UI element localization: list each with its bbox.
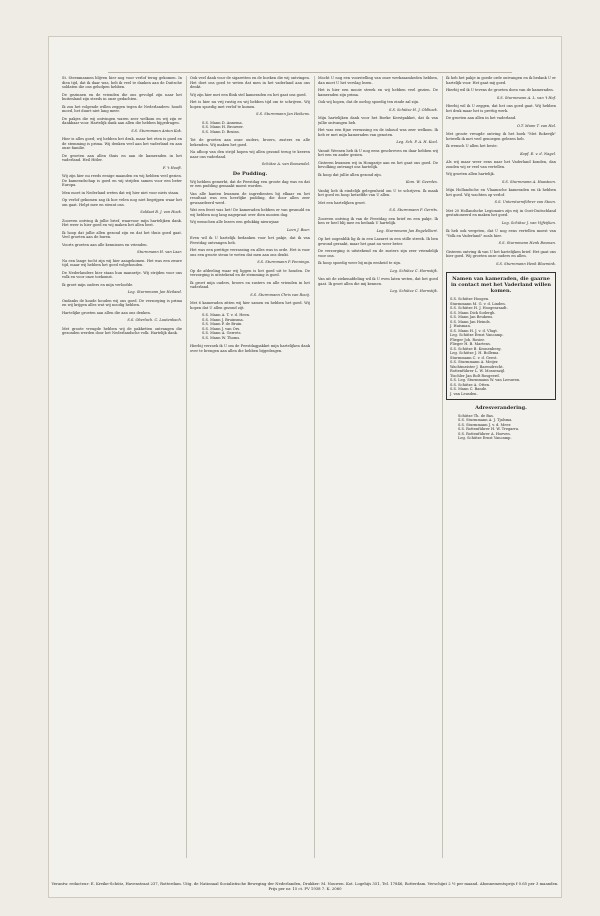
name-item: J. van Leusden. — [450, 391, 478, 396]
signature: Leg. Sturmmann Jan Heiland. — [127, 290, 182, 294]
paragraph: Met groote vreugde ontving ik het boek "Met Rokevijk" hetwelk ik met veel genoegen gelezen heb. — [446, 132, 556, 141]
paragraph: Gisteren kwamen wij in Hongarije aan en het gaat ons goed. De bevolking ontvangt ons hartelijk. — [318, 160, 438, 169]
signature-list — [190, 121, 310, 135]
paragraph: Hierbij wil ik U zeggen, dat het ons goed gaat. Wij hebben het druk maar het is prettig werk. — [446, 104, 556, 113]
paragraph: Hier is alles goed; wij hebben het druk, maar het eten is goed en de stemming is prima. Wij denken veel aan het vaderland en aan onze familie. — [62, 137, 182, 150]
list-item: Leg. Schütze Ernst Vancamp. — [458, 436, 512, 440]
paragraph: Ik heb ook vergeten, dat U nog eens vertellen moest van "Volk en Vaderland" zoals hier. — [446, 229, 556, 238]
paragraph: Als wij maar weer eens naar het Vaderland konden, dan zouden wij er veel van vertellen. — [446, 160, 556, 169]
column-4 — [446, 76, 556, 858]
paragraph: Op verlof gekomen zag ik hoe velen nog niet begrijpen waar het om gaat. Helpt mee en steunt ons. — [62, 198, 182, 207]
paragraph: Na afloop van den strijd hopen wij allen gezond terug te keeren naar ons vaderland. — [190, 150, 310, 159]
name-item: S.S. Mann Jan Beukens. — [450, 315, 494, 319]
signature: S.S. Schütze H. J. Oldhoek. — [389, 107, 438, 112]
paragraph: Ook wij hopen, dat de oorlog spoedig ten einde zal zijn. — [318, 100, 420, 104]
signature: F. 't Hooft. — [162, 165, 182, 170]
name-item: J. Huisman. — [450, 324, 471, 328]
paragraph: De verzorging is uitstekend en de zusters zijn zeer vriendelijk voor ons. — [318, 249, 438, 258]
name-item: S.S. Schütze Hoogen. — [450, 297, 490, 301]
paragraph: Ook veel dank voor de sigaretten en de boeken die wij ontvingen. Het doet ons goed te weten dat men in het vaderland aan ons denkt. — [190, 76, 310, 89]
paragraph: Wij zijn hier nu reeds eenige maanden en wij hebben veel gezien. De kameradschap is goed en wij strijden samen voor een beter Europa. — [62, 174, 182, 187]
column-2 — [190, 76, 310, 858]
signature: Sturmmann H. van Laar. — [137, 250, 182, 254]
list-item: S.S. Mann D. Annema. — [202, 120, 243, 125]
paragraph: Met groote vreugde hebben wij de pakketten ontvangen die gezonden werden door het Nederlandsche volk. Hartelijk dank. — [62, 326, 182, 335]
paragraph: Van uit de ziekenafdeling wil ik U even laten weten, dat het goed gaat. Ik groet allen die mij kennen. — [318, 277, 438, 286]
paragraph: St. Steenmannen blijven hier nog voor verlof terug gekomen. In dien tijd, dat ik daar was, heb ik veel te danken aan de Duitsche soldaten die ons geholpen hebben. — [62, 76, 182, 89]
paragraph: Wij groeten allen hartelijk. — [446, 172, 495, 176]
paragraph: Voorts groeten aan alle kennissen en vrienden. — [62, 242, 148, 247]
paragraph: Hartelijke groeten aan allen die aan ons denken. — [62, 310, 151, 315]
address-change-list — [446, 414, 556, 441]
list-item: S.S. Sturmmann J. v. d. Meer. — [458, 422, 512, 427]
signature: S.S. Sturmmann P. Penninga. — [257, 260, 310, 264]
paragraph: Wij zijn hier met een flink stel kameraden en het gaat ons goed. — [190, 92, 307, 97]
paragraph: Hierbij verzoek ik U om de Feestdagpakket mijn hartelijken dank over te brengen aan allen die hebben bijgedragen. — [190, 344, 310, 353]
signature: Leen J. Boer. — [287, 227, 310, 232]
signature: Leg. Sturmmann Jan Engelelbert. — [376, 228, 438, 233]
name-item: S.S. Schütze H. J. Hoogenraadt. — [450, 306, 508, 310]
names-list — [450, 297, 552, 396]
list-item: S.S. Mann A. Gerrets. — [202, 331, 242, 335]
top-rule — [108, 72, 512, 73]
signature: Leg. Schütze J. van Vijfeijken. — [501, 220, 556, 225]
signature: S.S. Oberlach. C. Lautenbach. — [127, 318, 182, 322]
section-heading: De Pudding. — [232, 170, 268, 177]
paragraph: Mocht U nog een voorstelling van onze werkzaamheden hebben, dan moet U het verslag lezen. — [318, 76, 438, 85]
paragraph: De gezinnen en de vrienden die ons gevolgd zijn naar het buitenland zijn steeds in onze gedachten. — [62, 92, 182, 101]
paragraph: Ik groet mijn ouders, broers en zusters en alle vrienden in het vaderland. — [190, 280, 310, 289]
paragraph: Vanhij heb ik eindelijk gelegenheid om U te schrijven. Ik maak het goed en hoop hetzelfde van U allen. — [318, 188, 438, 197]
paragraph: Het is hier een mooie streek en wij hebben veel gezien. De kameraden zijn prima. — [318, 88, 438, 97]
list-item: Schütze Th. de Bas. — [458, 413, 495, 418]
list-item: S.S. Sturmmann A. J. Tjalsma. — [458, 418, 513, 422]
paragraph: Ik hoop dat jullie allen gezond zijn. — [318, 172, 382, 177]
name-item: Leg. Schütze Ernst Vancamp. — [450, 333, 504, 337]
column-divider — [186, 76, 187, 858]
signature: Kopf. E. v. d. Nagel. — [520, 151, 556, 156]
paragraph: Ik groet mijn ouders en mijn verloofde. — [62, 282, 134, 287]
signature: Leg. Schütze C. Hornstijk. — [390, 289, 438, 293]
signature: S.S. Sturmmann Jan Heikens. — [256, 112, 310, 116]
paragraph: Op de afdeeling waar wij liggen is het goed uit te houden. De verzorging is uitstekend en de stemming is goed. — [190, 268, 310, 277]
list-item: S.S. Mann P. de Bruin. — [202, 322, 243, 326]
list-item: S.S. Mann W. Thoms. — [202, 335, 241, 340]
paragraph: Tot de groeten aan onze ouders, broers, zusters en alle bekenden. Wij maken het goed. — [190, 138, 310, 147]
paragraph: De groeten aan allen thuis en aan de kameraden in het vaderland. Heil Hitler. — [62, 153, 182, 162]
paragraph: Vanuit Weenen heb ik U nog eens geschreven en daar hebben wij het een en ander gezien. — [318, 148, 438, 157]
signature: Leg. Schütze C. Hornstijk. — [390, 268, 438, 273]
name-item: Flieger Joh. Rosier. — [450, 337, 485, 342]
list-item: S.S. Mann H. Brouwer. — [202, 125, 244, 129]
name-item: S.S. Mann C. Bande. — [450, 387, 488, 391]
signature: S.S. Sturmmann A. L. van 't Hof. — [496, 95, 556, 100]
colophon-footer: Verantw. redacteur: E. Kreike-Schütz, Havenstraat 237, Rotterdam. Uitg. de Nationaal Socialistische Beweging der Nederlanden, Drukker: M. Nouwen. Kot. Logehijs 351, Tel. 17846, Rotterdam. Verschijnt 2 ½ per maand. Abonnementsprijs f 0.65 per 3 maanden. Prijs per nr. 15 ct. PV 1938 7. K. 2060 — [51, 881, 559, 891]
names-box — [446, 272, 556, 400]
paragraph: Ondanks de koude houden wij ons goed. De verzorging is prima en wij krijgen alles wat wij noodig hebben. — [62, 298, 182, 307]
signature: S.S. Sturmmann Henk Bosman. — [498, 241, 556, 245]
column-divider — [314, 76, 315, 858]
name-item: Tischler Jan Bolt Rosgeerd. — [450, 373, 500, 378]
paragraph: Hierbij wil ik U tevens de groeten doen van de kameraden. — [446, 88, 554, 92]
paragraph: Het was een prettige verrassing en alles was in orde. Het is voor ons een groote steun te weten dat men aan ons denkt. — [190, 248, 310, 257]
paragraph: Gisteren ontving ik van U het hartelijken brief. Het gaat ons hier goed. Wij groeten onze ouders en allen. — [446, 249, 556, 258]
name-item: Rottenführer L. W. Mossenzijl. — [450, 369, 506, 373]
paragraph: Met 6 kameraden zitten wij hier samen en hebben het goed. Wij hopen dat U allen gezond zijt. — [190, 301, 310, 310]
paragraph: Men moet in Nederland weten dat wij hier niet voor niets staan. — [62, 190, 180, 195]
paragraph: De groeten aan allen in het vaderland. — [446, 116, 517, 120]
names-box-title: Namen van kameraden, die gaarne in contact met het Vaderland willen komen. — [450, 276, 552, 294]
signature: S.S. Untersturmführer van Steen. — [494, 200, 556, 204]
paragraph: Even wil ik U hartelijk bedanken voor het pakje, dat ik van Feestdag ontvangen heb. — [190, 236, 310, 245]
paragraph: Van alle kanten kwamen de ingredienten bij elkaar en het resultaat was een heerlijke pudding, die door allen zeer gewaardeerd werd. — [190, 191, 310, 205]
paragraph: Ik hoop spoedig weer bij mijn eenheid te zijn. — [318, 261, 402, 265]
signature: S.S. Sturmmann Chris van Rooij. — [250, 292, 310, 297]
paragraph: Zooeven ontving ik van de Feestdag een brief en een pakje. Ik ben er heel blij mee en bedank U hartelijk. — [318, 216, 438, 225]
paragraph: Op het oogenblik lig ik in een Lazaret in een stille streek. Ik ben gewond geraakt, maar het gaat nu weer beter. — [318, 237, 438, 246]
paragraph: Zooeven ontving ik jullie brief, waarvoor mijn hartelijken dank. Het weer is hier goed en wij maken het allen best. — [62, 218, 182, 227]
signature: Kom. W. Geerdes. — [405, 180, 438, 184]
paragraph: De Nederlanders hier staan hun mannetje. Wij strijden voor ons volk en voor onze toekomst. — [62, 270, 182, 279]
paragraph: Mijn Hollandsche en Vlaamsche kameraden en ik hebben het goed. Wij wachten op verlof. — [446, 188, 556, 197]
name-item: Leg. Schütze J. H. Bollema. — [450, 351, 500, 355]
paragraph: Ik hoop dat jullie allen gezond zijn en dat het thuis goed gaat. Veel groeten aan de buren. — [62, 230, 182, 239]
column-3 — [318, 76, 438, 858]
signature: S.S. Sturmmann P. Gerrits. — [389, 208, 438, 212]
paragraph: Ik zou het volgende willen zeggen tegen de Nederlanders: houdt moed, het duurt niet lang meer. — [62, 104, 182, 113]
paragraph: De pakjes die wij ontvingen waren zeer welkom en wij zijn er dankbaar voor. Hartelijk dank aan allen die hebben bijgedragen. — [62, 116, 182, 125]
name-item: S.S. Mann Dick Sodergh. — [450, 310, 496, 315]
paragraph: Na een lange tocht zijn wij hier aangekomen. Het was een zware tijd, maar wij hebben het goed volgehouden. — [62, 258, 182, 267]
signature: S.S. Sturmmann Anton Kok. — [131, 128, 182, 133]
paragraph: Ik wensch U allen het beste. — [446, 144, 498, 148]
name-item: Sturmmann C. v. d. Geest. — [450, 355, 498, 360]
name-item: S.S. Mann Jan Heinds. — [450, 319, 491, 324]
address-change-heading: Adresverandering. — [475, 405, 527, 411]
signature: Schütze A. van Roosendal. — [261, 162, 310, 166]
name-item: Sturmmann M. G. v. d. Linden. — [450, 301, 506, 306]
column-divider — [442, 76, 443, 858]
name-item: Wachtmeister J. Barendrecht. — [450, 364, 504, 369]
list-item: S.S. Mann A. T. v. d. Heen. — [202, 313, 251, 317]
name-item: S.S. Schütze A. Otten. — [450, 382, 491, 387]
list-item: S.S. Mann J. Bruinsma. — [202, 317, 244, 322]
signature: S.S. Sturmmann A. Haasteen. — [501, 179, 556, 184]
column-1 — [62, 76, 182, 858]
paragraph: Wij hebben gemerkt, dat de Feestdag een groote dag was en dat er een pudding gemaakt moest worden. — [190, 179, 310, 188]
name-item: S.S. Leg. Sturmmann W. van Leeuwen. — [450, 378, 521, 382]
name-item: S.S. Mann H. J. v. d. Vlugt. — [450, 328, 498, 333]
signature-list — [190, 313, 310, 340]
paragraph: Wij wenschen alle lezers een gelukkig nieuwjaar. — [190, 220, 280, 224]
paragraph: Ik heb het pakje in goede orde ontvangen en ik bedank U er hartelijk voor. Het gaat mij goed. — [446, 76, 556, 85]
signature: Soldaat B. J. van Hoek. — [140, 210, 182, 214]
signature: S.S. Sturmmann Henk Bloemink. — [496, 261, 556, 266]
signature: Leg. Sch. P. A. H. Kool. — [396, 140, 438, 144]
name-item: S.S. Schütze B. Kronenberg. — [450, 346, 502, 351]
signature: O.T. Mann T. van Hal. — [517, 123, 556, 128]
list-item: S.S. Rottenführer A. Hoeven. — [458, 431, 511, 436]
paragraph: Met een hartelijken groet. — [318, 200, 366, 205]
paragraph: Het is hier nu vrij rustig en wij hebben tijd om te schrijven. Wij hopen spoedig met verlof te komen. — [190, 100, 310, 109]
name-item: Flieger H. B. Martens. — [450, 342, 491, 346]
name-item: S.S. Sturmmann A. Meijer. — [450, 360, 499, 364]
paragraph: Het was een fijne verrassing en de inhoud was zeer welkom. Ik heb er met mijn kameraden van genoten. — [318, 128, 438, 137]
paragraph: Mijn hartelijken dank voor het Boeke Kerstpakket, dat ik van jullie ontvangen heb. — [318, 116, 438, 125]
newspaper-sheet — [48, 36, 562, 898]
list-item: S.S. Mann D. Bruins. — [202, 129, 240, 134]
list-item: S.S. Mann J. van Ors. — [202, 326, 241, 331]
paragraph: Wat een feest was het! De kameraden hebben er van gesmuld en wij hebben nog lang nagepraat over dien mooien dag. — [190, 208, 310, 217]
paragraph: Met 20 Hollandsche Legionairs zijn wij in Oost-Duitschland gestationeerd en maken het goed. — [446, 208, 556, 217]
list-item: S.S. Rottenführer H. W. Tregarra. — [458, 427, 520, 431]
